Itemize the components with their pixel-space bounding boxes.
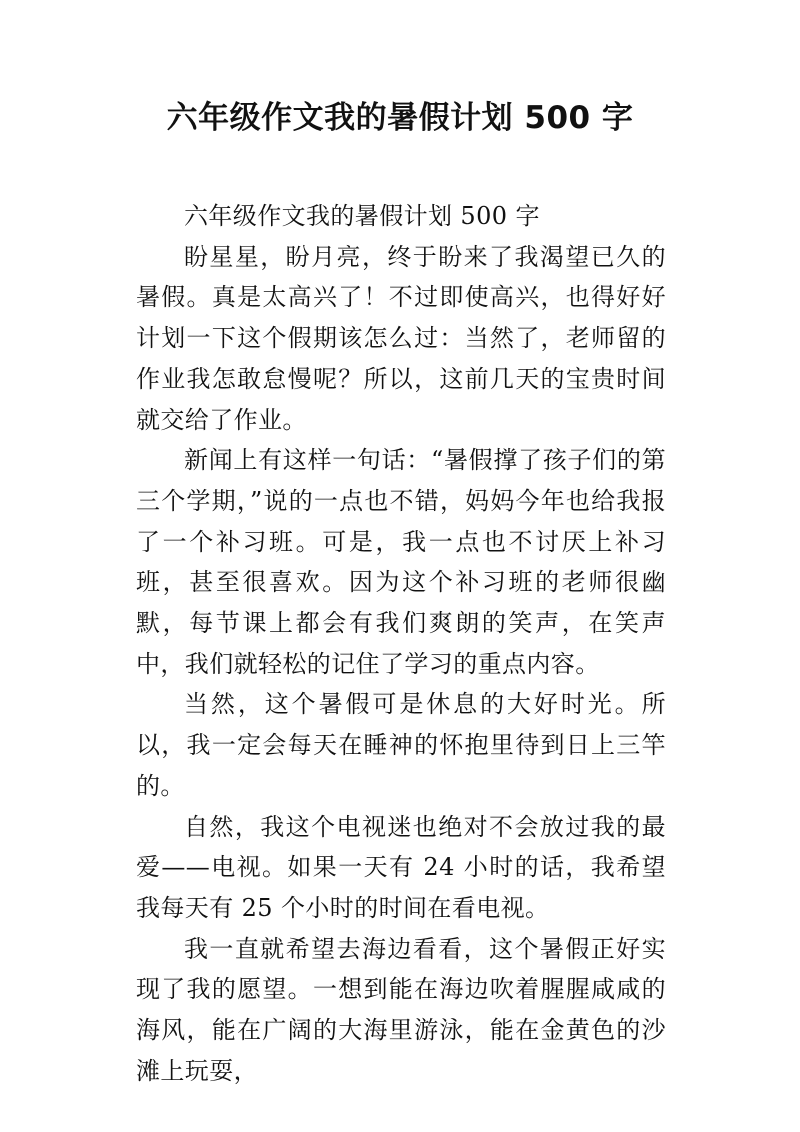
- document-title: 六年级作文我的暑假计划 500 字: [166, 100, 634, 136]
- paragraph-tv-fan: 自然，我这个电视迷也绝对不会放过我的最爱——电视。如果一天有 24 小时的话，我希望我每天有 25 个小时的时间在看电视。: [136, 812, 666, 922]
- paragraph-summer-arrives: 盼星星，盼月亮，终于盼来了我渴望已久的暑假。真是太高兴了！不过即使高兴，也得好好计划一下这个假期该怎么过：当然了，老师留的作业我怎敢怠慢呢？所以，这前几天的宝贵时间就交给了作业。: [136, 242, 666, 434]
- document-body: [136, 196, 666, 1091]
- paragraph-seaside-wish: 我一直就希望去海边看看，这个暑假正好实现了我的愿望。一想到能在海边吹着腥腥咸咸的海风，能在广阔的大海里游泳，能在金黄色的沙滩上玩耍，: [136, 934, 666, 1085]
- paragraph-heading-repeat: 六年级作文我的暑假计划 500 字: [184, 202, 540, 230]
- paragraph-tutoring-class: 新闻上有这样一句话：“暑假撑了孩子们的第三个学期，”说的一点也不错，妈妈今年也给我报了一个补习班。可是，我一点也不讨厌上补习班，甚至很喜欢。因为这个补习班的老师很幽默，每节课上都会有我们爽朗的笑声，在笑声中，我们就轻松的记住了学习的重点内容。: [136, 446, 666, 678]
- paragraph-rest-time: 当然，这个暑假可是休息的大好时光。所以，我一定会每天在睡神的怀抱里待到日上三竿的。: [136, 690, 666, 800]
